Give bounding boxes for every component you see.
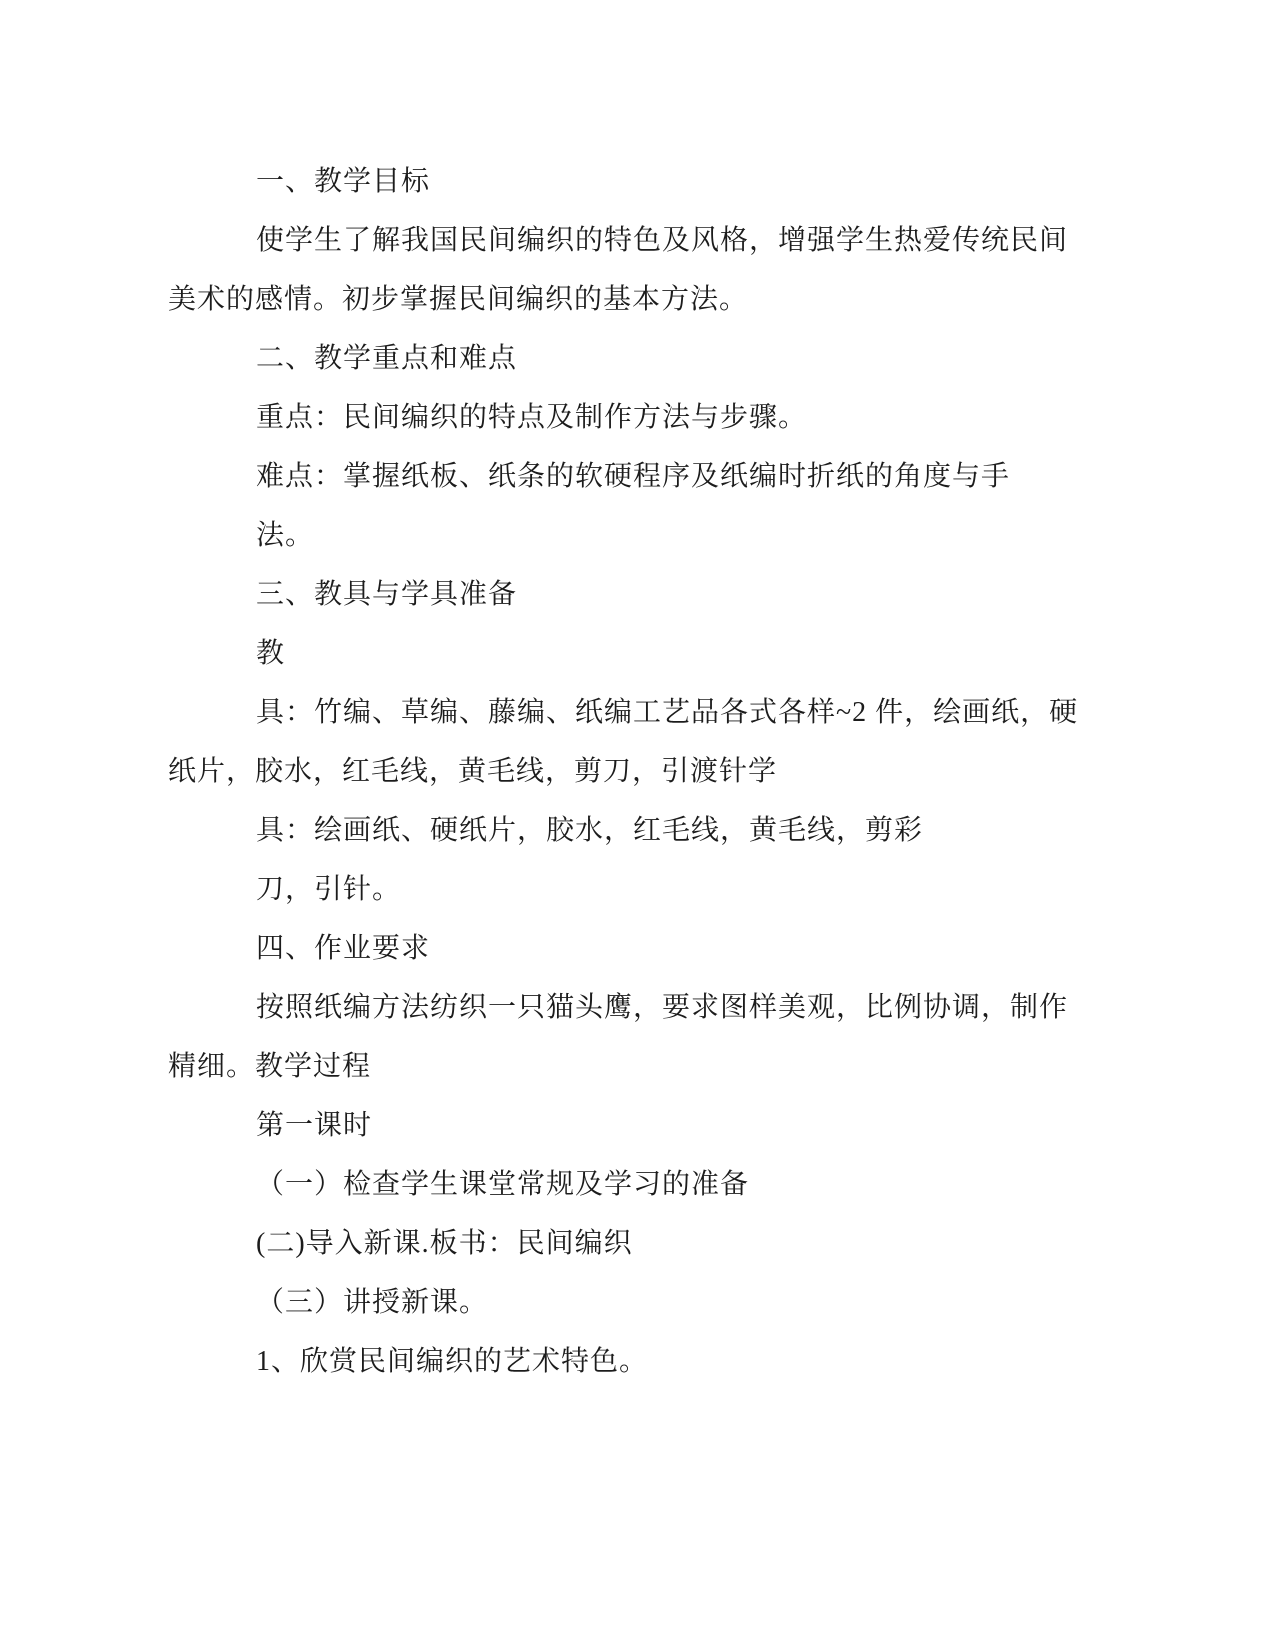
text-line: 第一课时 [256,1110,373,1141]
text-line: （三）讲授新课。 [256,1287,489,1318]
text-line: 教 [256,638,286,669]
text-line: 四、作业要求 [256,933,431,964]
text-line: 法。 [256,520,315,551]
text-line: 使学生了解我国民间编织的特色及风格，增强学生热爱传统民间 [256,225,1069,256]
text-line: 三、教具与学具准备 [256,579,518,610]
text-line: 纸片，胶水，红毛线，黄毛线，剪刀，引渡针学 [168,756,778,787]
text-line: （一）检查学生课堂常规及学习的准备 [256,1169,750,1200]
text-line: 具：绘画纸、硬纸片，胶水，红毛线，黄毛线，剪彩 [256,815,924,846]
text-line: 精细。教学过程 [168,1051,372,1082]
document-body [168,152,1108,1391]
text-line: 二、教学重点和难点 [256,343,518,374]
text-line: 重点：民间编织的特点及制作方法与步骤。 [256,402,808,433]
text-line: 具：竹编、草编、藤编、纸编工艺品各式各样~2 件，绘画纸，硬 [256,697,1079,728]
text-line: 刀，引针。 [256,874,402,905]
text-line: 按照纸编方法纺织一只猫头鹰，要求图样美观，比例协调，制作 [256,992,1069,1023]
text-line: (二)导入新课.板书：民间编织 [256,1228,633,1259]
text-line: 难点：掌握纸板、纸条的软硬程序及纸编时折纸的角度与手 [256,461,1011,492]
text-line: 美术的感情。初步掌握民间编织的基本方法。 [168,284,749,315]
text-line: 1、欣赏民间编织的艺术特色。 [256,1346,649,1377]
text-line: 一、教学目标 [256,166,431,197]
